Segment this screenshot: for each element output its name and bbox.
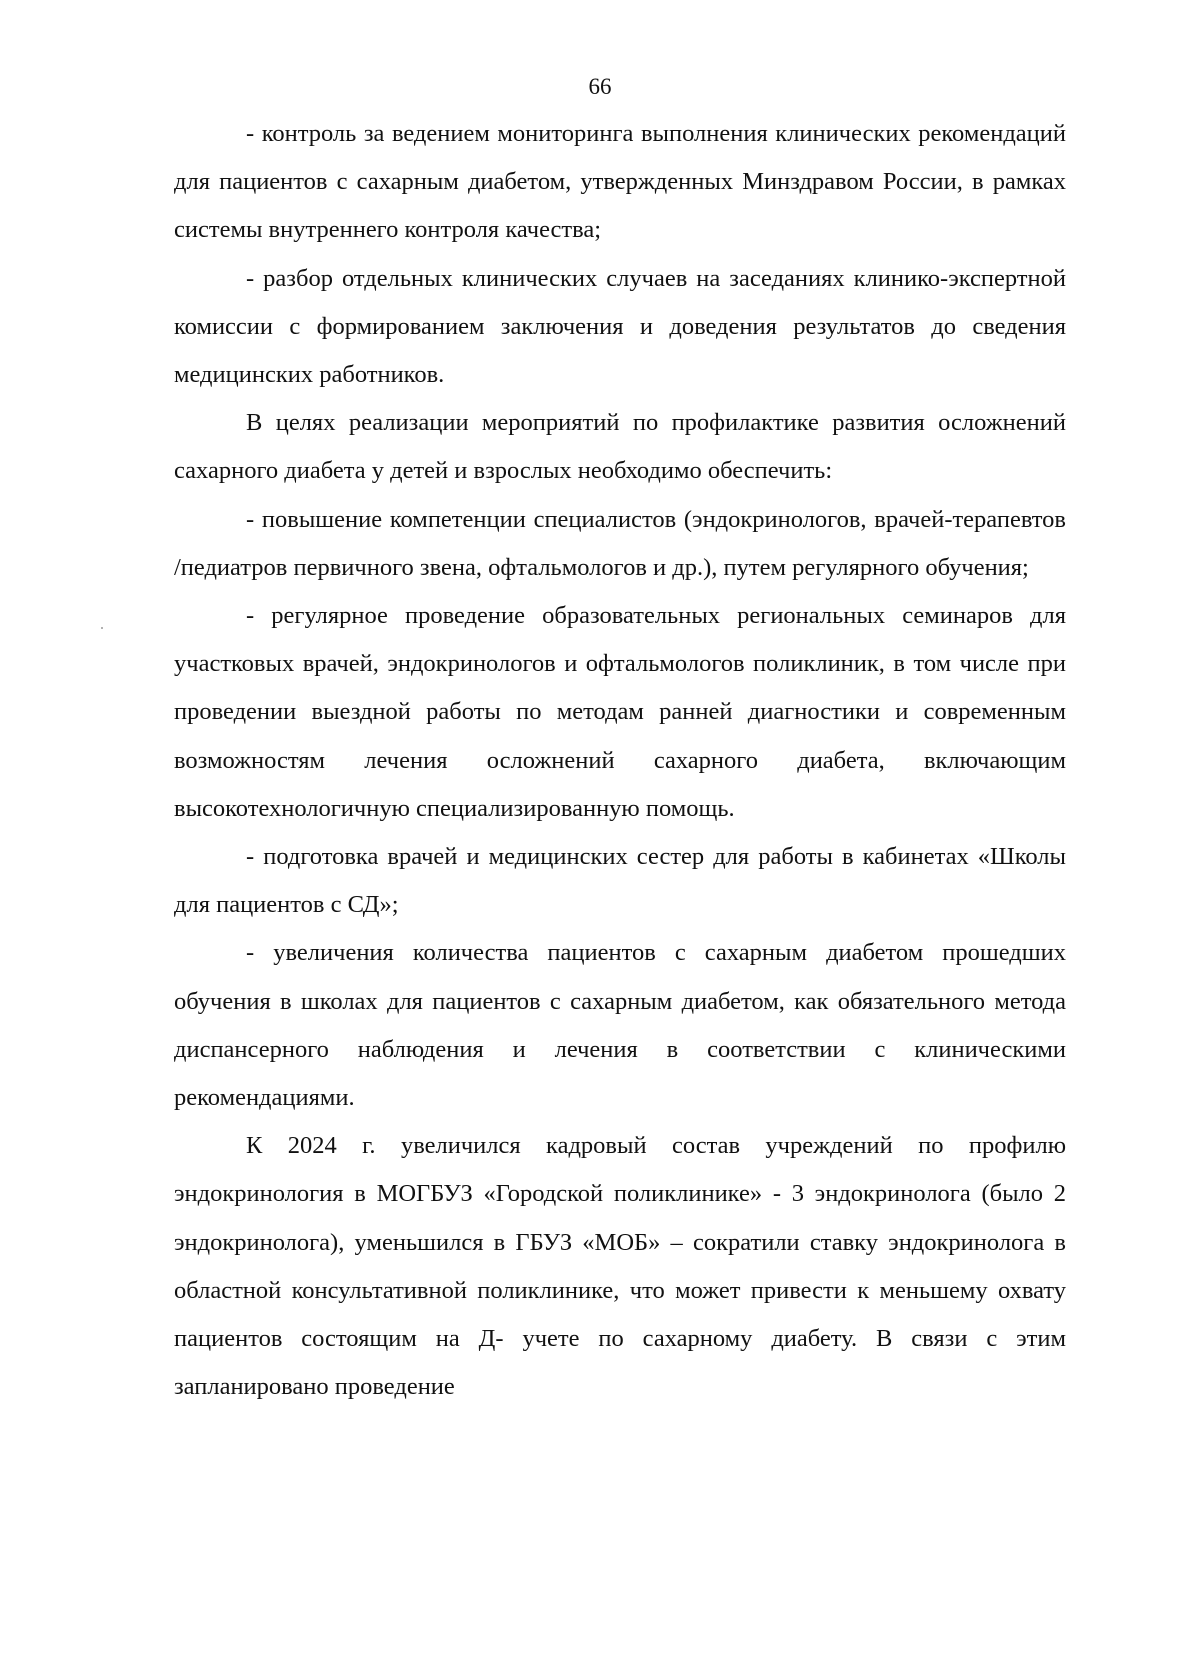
paragraph-case-review: - разбор отдельных клинических случаев на заседаниях клинико-экспертной комиссии с формированием заключения и доведения результатов до сведения медицинских работников. [174,264,1066,389]
paragraph-competence-improvement: - повышение компетенции специалистов (эндокринологов, врачей-терапевтов /педиатров первичного звена, офтальмологов и др.), путем регулярного обучения; [174,505,1066,581]
scan-speck [101,627,103,629]
page-number: 66 [588,74,612,99]
paragraph-staff-training: - подготовка врачей и медицинских сестер для работы в кабинетах «Школы для пациентов с СД»; [174,843,1066,919]
paragraph-monitoring-control: - контроль за ведением мониторинга выполнения клинических рекомендаций для пациентов с сахарным диабетом, утвержденных Минздравом России, в рамках системы внутреннего контроля качества; [174,120,1066,244]
document-body [174,110,1066,1411]
paragraph-prevention-goals: В целях реализации мероприятий по профилактике развития осложнений сахарного диабета у детей и взрослых необходимо обеспечить: [174,409,1066,485]
paragraph-regional-seminars: - регулярное проведение образовательных региональных семинаров для участковых врачей, эндокринологов и офтальмологов поликлиник, в том числе при проведении выездной работы по методам ранней диагностики и современным возможностям лечения осложнений сахарного диабета, включающим высокотехнологичную специализированную помощь. [174,602,1066,822]
paragraph-patient-education: - увеличения количества пациентов с сахарным диабетом прошедших обучения в школах для пациентов с сахарным диабетом, как обязательного метода диспансерного наблюдения и лечения в соответствии с клиническими рекомендациями. [174,939,1066,1112]
paragraph-staffing-2024: К 2024 г. увеличился кадровый состав учреждений по профилю эндокринология в МОГБУЗ «Городской поликлинике» - 3 эндокринолога (было 2 эндокринолога), уменьшился в ГБУЗ «МОБ» – сократили ставку эндокринолога в областной консультативной поликлинике, что может привести к меньшему охвату пациентов состоящим на Д- учете по сахарному диабету. В связи с этим запланировано проведение [174,1132,1066,1401]
